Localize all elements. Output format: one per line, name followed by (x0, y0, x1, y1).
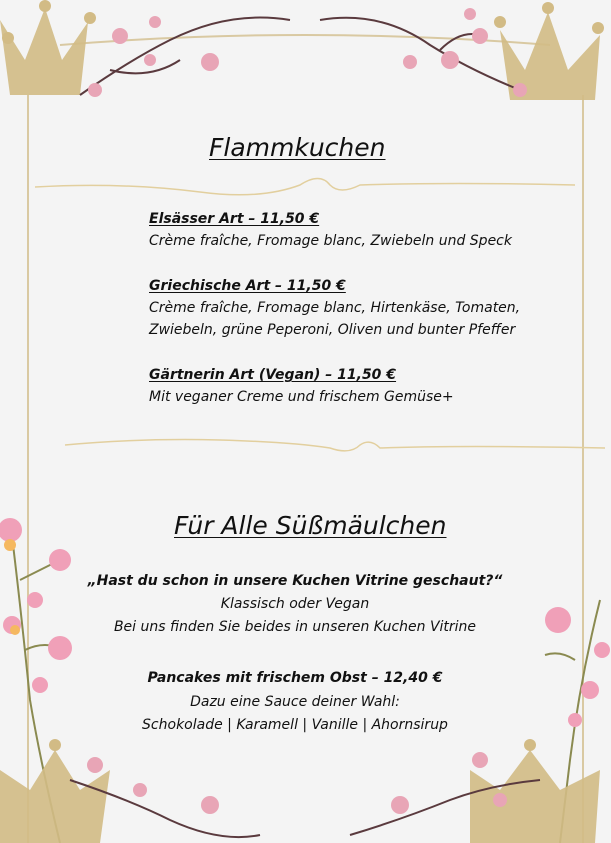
cake-vitrine-quote: „Hast du schon in unsere Kuchen Vitrine geschaut?“ (87, 573, 503, 589)
menu-item (149, 364, 454, 408)
crown-top-left-icon (0, 0, 96, 95)
menu-item (149, 208, 512, 252)
classic-or-vegan-text: Klassisch oder Vegan (220, 596, 370, 612)
menu-item-name: Griechische Art – 11,50 € (149, 278, 346, 294)
crown-bottom-right-icon (470, 739, 600, 843)
menu-item-name: Gärtnerin Art (Vegan) – 11,50 € (149, 367, 397, 383)
divider-top (35, 179, 575, 195)
menu-item-desc: Crème fraîche, Fromage blanc, Hirtenkäse, Tomaten, (149, 300, 521, 316)
section-title-suessmaeulchen: Für Alle Süßmäulchen (174, 511, 447, 540)
divider-middle (65, 440, 605, 451)
sauce-intro-text: Dazu eine Sauce deiner Wahl: (190, 694, 400, 710)
sauce-options-text: Schokolade | Karamell | Vanille | Ahornsirup (142, 717, 448, 733)
pancakes-item-name: Pancakes mit frischem Obst – 12,40 € (147, 670, 443, 686)
menu-item (149, 275, 520, 341)
menu-item-name: Elsässer Art – 11,50 € (149, 211, 320, 227)
vitrine-text: Bei uns finden Sie beides in unseren Kuchen Vitrine (113, 619, 477, 635)
menu-item-desc: Zwiebeln, grüne Peperoni, Oliven und bunter Pfeffer (149, 322, 516, 338)
crown-bottom-left-icon (0, 739, 110, 843)
section-title-flammkuchen: Flammkuchen (209, 133, 386, 162)
menu-item-desc: Mit veganer Creme und frischem Gemüse+ (149, 389, 454, 405)
menu-item-desc: Crème fraîche, Fromage blanc, Zwiebeln und Speck (149, 233, 512, 249)
